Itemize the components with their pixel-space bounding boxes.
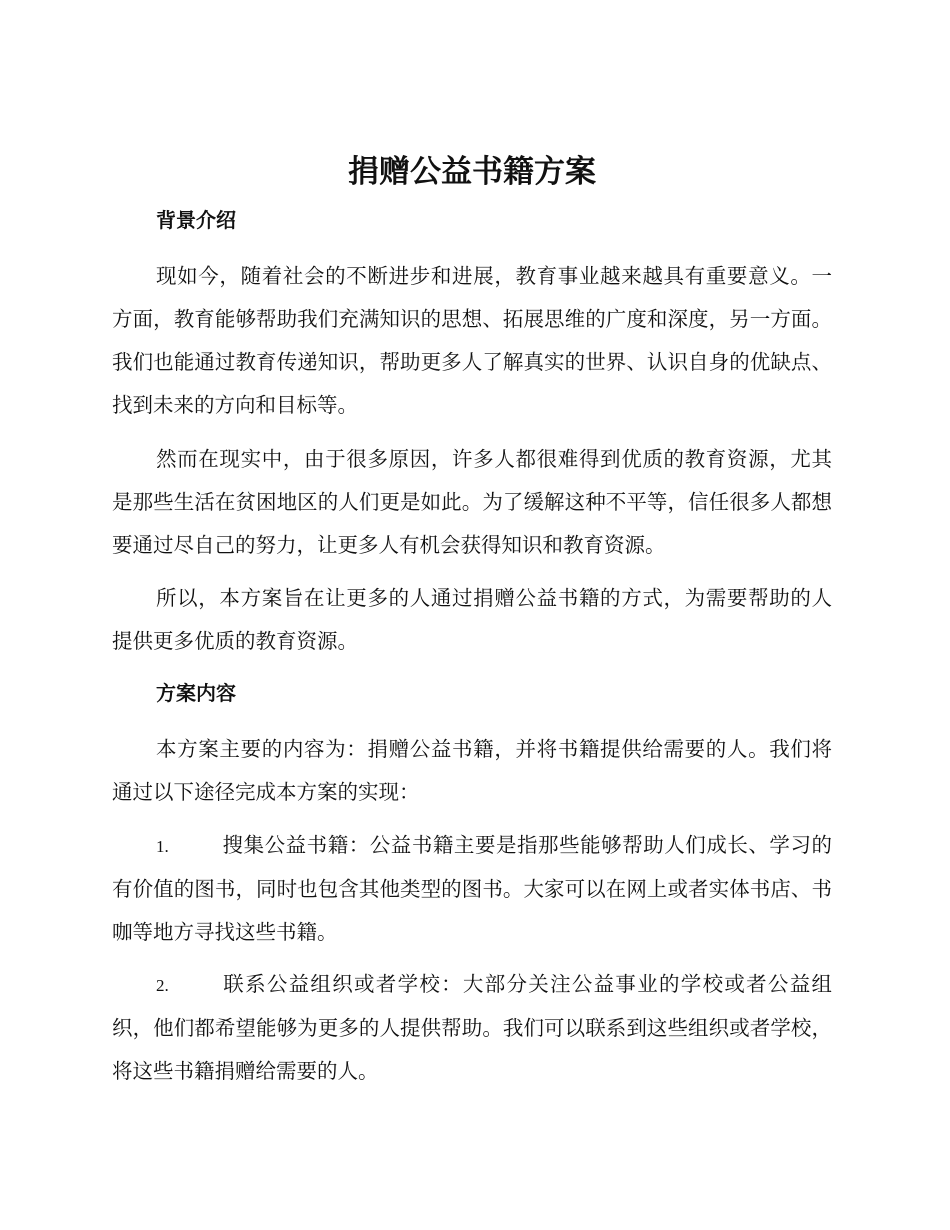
list-number: 1. <box>156 837 169 856</box>
section-heading-background: 背景介绍 <box>156 208 236 232</box>
document-title: 捐赠公益书籍方案 <box>348 154 596 190</box>
section-heading-plan-content: 方案内容 <box>156 681 236 705</box>
paragraph: 本方案主要的内容为：捐赠公益书籍，并将书籍提供给需要的人。我们将通过以下途径完成本方案的实现： <box>112 737 832 804</box>
paragraph: 然而在现实中，由于很多原因，许多人都很难得到优质的教育资源，尤其是那些生活在贫困地区的人们更是如此。为了缓解这种不平等，信任很多人都想要通过尽自己的努力，让更多人有机会获得知识和教育资源。 <box>112 447 832 557</box>
paragraph: 所以，本方案旨在让更多的人通过捐赠公益书籍的方式，为需要帮助的人提供更多优质的教育资源。 <box>112 586 832 653</box>
list-item-text: 联系公益组织或者学校：大部分关注公益事业的学校或者公益组织，他们都希望能够为更多的人提供帮助。我们可以联系到这些组织或者学校，将这些书籍捐赠给需要的人。 <box>112 972 832 1083</box>
list-number: 2. <box>156 976 169 995</box>
paragraph: 现如今，随着社会的不断进步和进展，教育事业越来越具有重要意义。一方面，教育能够帮助我们充满知识的思想、拓展思维的广度和深度，另一方面。我们也能通过教育传递知识，帮助更多人了解真实的世界、认识自身的优缺点、找到未来的方向和目标等。 <box>112 264 832 417</box>
list-item <box>112 824 832 954</box>
list-item-text: 搜集公益书籍：公益书籍主要是指那些能够帮助人们成长、学习的有价值的图书，同时也包含其他类型的图书。大家可以在网上或者实体书店、书咖等地方寻找这些书籍。 <box>112 833 832 944</box>
list-item <box>112 963 832 1093</box>
